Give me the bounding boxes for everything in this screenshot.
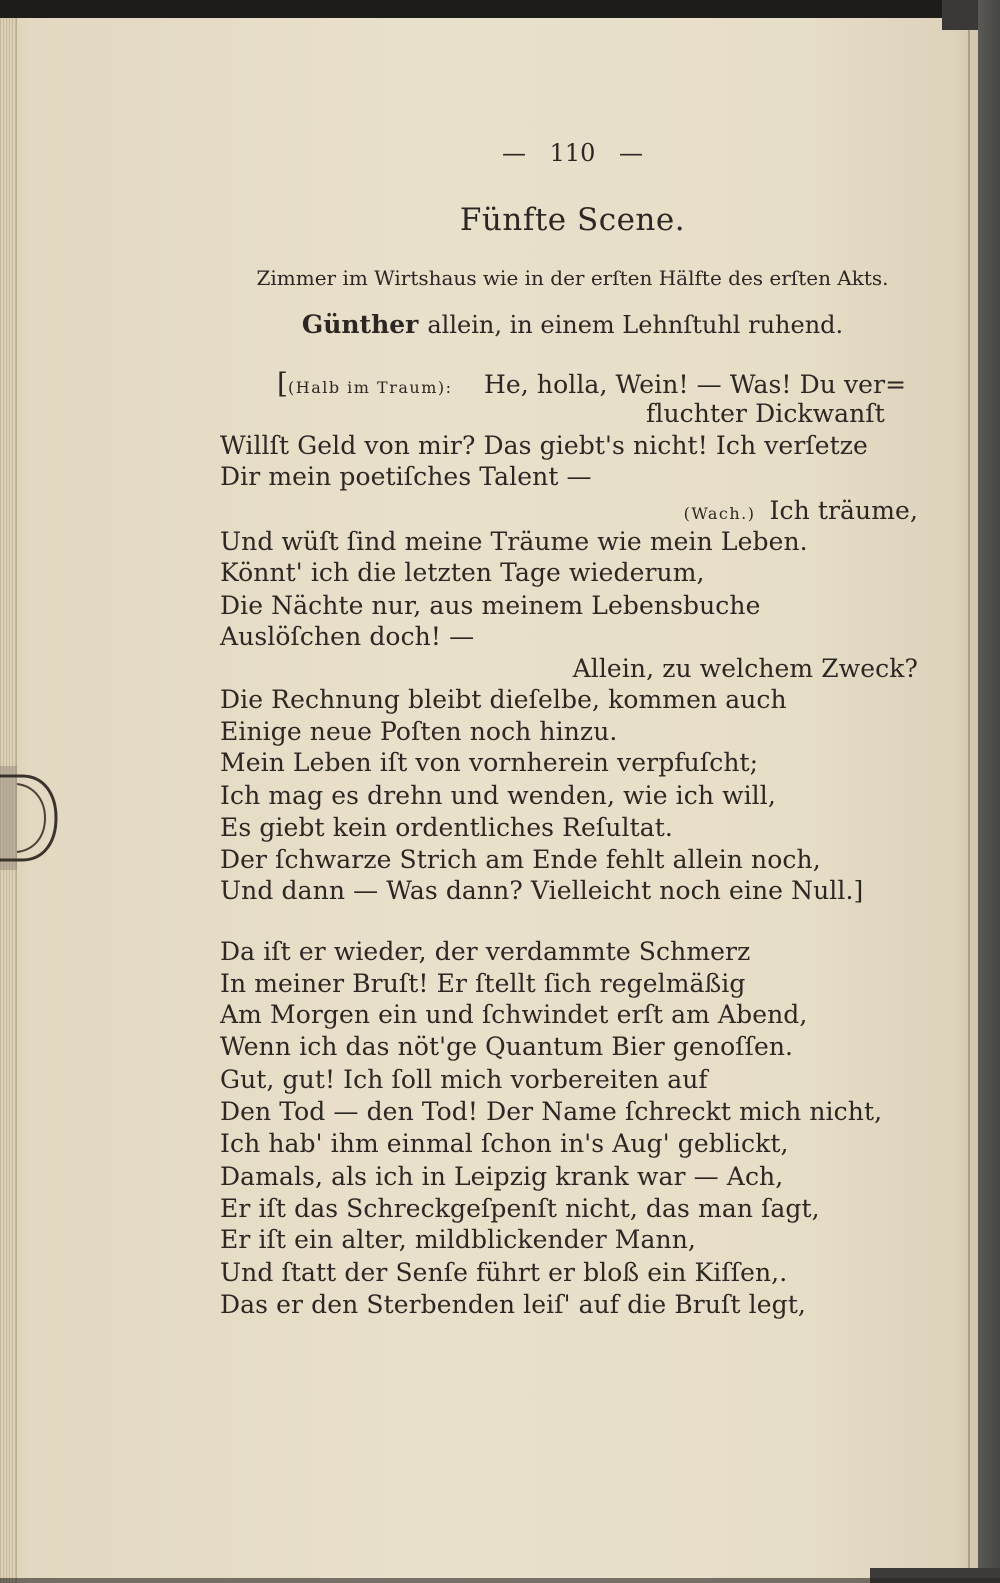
verse-line: Dir mein poetiſches Talent —	[220, 462, 592, 491]
verse-line: In meiner Bruſt! Er ſtellt ſich regelmäßig	[220, 969, 746, 998]
stage-direction: (Halb im Traum):	[288, 378, 453, 397]
verse-line: Ich mag es drehn und wenden, wie ich will,	[220, 781, 776, 810]
bottom-border	[0, 1578, 1000, 1583]
verse-line: Es giebt kein ordentliches Reſultat.	[220, 813, 673, 842]
verse-line: Die Rechnung bleibt dieſelbe, kommen auch	[220, 685, 787, 714]
verse-line: Und dann — Was dann? Vielleicht noch eine Null.]	[220, 876, 864, 905]
clip-mark	[0, 762, 70, 874]
verse-line: Da iſt er wieder, der verdammte Schmerz	[220, 937, 751, 966]
verse-line: Er iſt das Schreckgeſpenſt nicht, das man ſagt,	[220, 1194, 820, 1223]
verse-line: Mein Leben iſt von vornherein verpfuſcht;	[220, 748, 759, 777]
top-border	[0, 0, 1000, 18]
verse-line: Ich hab' ihm einmal ſchon in's Aug' geblickt,	[220, 1129, 789, 1158]
open-bracket: [	[277, 367, 289, 400]
verse-text: Ich träume,	[769, 496, 918, 525]
verse-line: Willſt Geld von mir? Das giebt's nicht! Ich verſetze	[220, 431, 868, 460]
book-cover-edge	[978, 0, 1000, 1583]
verse-line: Und ſtatt der Senſe führt er bloß ein Kiſſen,.	[220, 1258, 788, 1287]
verse-line: Auslöſchen doch! —	[220, 622, 475, 651]
verse-line: fluchter Dickwanſt	[646, 399, 885, 428]
scene-title: Fünfte Scene.	[459, 202, 686, 238]
verse-line: Und wüſt ſind meine Träume wie mein Leben.	[220, 527, 808, 556]
verse-line	[277, 369, 906, 399]
verse-line: Einige neue Poſten noch hinzu.	[220, 717, 618, 746]
scene-setting: Zimmer im Wirtshaus wie in der erſten Hälfte des erſten Akts.	[256, 266, 889, 290]
character-note: allein, in einem Lehnſtuhl ruhend.	[427, 311, 844, 339]
scene-character-line	[215, 309, 930, 341]
verse-line: Gut, gut! Ich ſoll mich vorbereiten auf	[220, 1065, 708, 1094]
verse-line: Der ſchwarze Strich am Ende fehlt allein noch,	[220, 845, 821, 874]
verse-line: Wenn ich das nöt'ge Quantum Bier genoſſen.	[220, 1032, 794, 1061]
verse-line: Am Morgen ein und ſchwindet erſt am Abend,	[220, 1000, 808, 1029]
verse-line: Das er den Sterbenden leiſ' auf die Bruſt legt,	[220, 1290, 806, 1319]
verse-line	[684, 496, 918, 526]
verse-text: He, holla, Wein! — Was! Du ver=	[484, 370, 907, 399]
verse-line: Den Tod — den Tod! Der Name ſchreckt mich nicht,	[220, 1097, 883, 1126]
page-fold-line	[968, 30, 970, 1583]
verse-line: Er iſt ein alter, mildblickender Mann,	[220, 1225, 696, 1254]
verse-line: Damals, als ich in Leipzig krank war — Ach,	[220, 1162, 784, 1191]
verse-line: Die Nächte nur, aus meinem Lebensbuche	[220, 591, 761, 620]
verse-line: Allein, zu welchem Zweck?	[572, 654, 918, 683]
stage-direction: (Wach.)	[683, 504, 756, 523]
page-number: — 110 —	[501, 139, 644, 167]
character-name: Günther	[301, 310, 419, 339]
verse-line: Könnt' ich die letzten Tage wiederum,	[220, 558, 705, 587]
